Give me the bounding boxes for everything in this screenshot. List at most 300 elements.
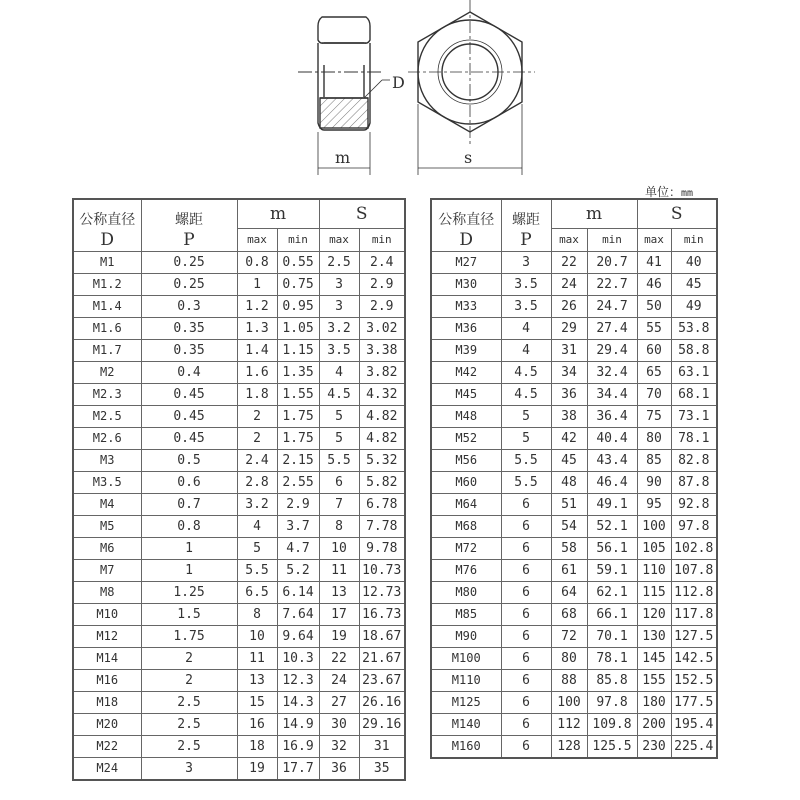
header-diameter-cn: 公称直径 [73,199,141,229]
cell-m-min: 7.64 [277,603,319,625]
header-pitch-cn: 螺距 [501,199,551,229]
cell-diameter: M90 [431,625,501,647]
cell-pitch: 1 [141,559,237,581]
cell-m-max: 80 [551,647,587,669]
cell-s-max: 8 [319,515,359,537]
cell-diameter: M2.5 [73,405,141,427]
cell-s-max: 180 [637,691,671,713]
cell-pitch: 4.5 [501,361,551,383]
cell-s-max: 19 [319,625,359,647]
table-row [431,273,717,295]
header-s-min: min [359,229,405,252]
spec-table-right [430,198,718,759]
header-pitch-sym: P [501,229,551,252]
cell-m-max: 1.3 [237,317,277,339]
cell-m-max: 13 [237,669,277,691]
table-row [73,669,405,691]
cell-m-max: 38 [551,405,587,427]
cell-s-min: 152.5 [671,669,717,691]
cell-s-min: 225.4 [671,735,717,758]
cell-s-min: 31 [359,735,405,757]
cell-diameter: M18 [73,691,141,713]
cell-pitch: 0.25 [141,273,237,295]
cell-s-min: 6.78 [359,493,405,515]
cell-m-max: 18 [237,735,277,757]
cell-diameter: M33 [431,295,501,317]
cell-s-min: 112.8 [671,581,717,603]
cell-m-max: 15 [237,691,277,713]
cell-m-max: 2.4 [237,449,277,471]
cell-diameter: M2 [73,361,141,383]
cell-s-max: 110 [637,559,671,581]
cell-m-max: 3.2 [237,493,277,515]
unit-label: 单位： [645,185,682,199]
cell-pitch: 6 [501,647,551,669]
cell-pitch: 3 [501,251,551,273]
cell-s-max: 2.5 [319,251,359,273]
cell-s-max: 5 [319,405,359,427]
cell-m-min: 14.9 [277,713,319,735]
cell-m-min: 3.7 [277,515,319,537]
cell-s-min: 2.9 [359,273,405,295]
cell-s-min: 3.82 [359,361,405,383]
cell-m-min: 43.4 [587,449,637,471]
cell-m-min: 56.1 [587,537,637,559]
cell-diameter: M85 [431,603,501,625]
cell-diameter: M68 [431,515,501,537]
table-row [73,471,405,493]
cell-s-min: 102.8 [671,537,717,559]
table-row [431,537,717,559]
cell-s-min: 16.73 [359,603,405,625]
cell-m-min: 0.55 [277,251,319,273]
cell-s-max: 22 [319,647,359,669]
cell-s-max: 115 [637,581,671,603]
cell-m-max: 45 [551,449,587,471]
cell-s-max: 36 [319,757,359,780]
cell-diameter: M27 [431,251,501,273]
header-s-max: max [319,229,359,252]
cell-m-min: 40.4 [587,427,637,449]
cell-s-min: 12.73 [359,581,405,603]
cell-m-max: 61 [551,559,587,581]
cell-diameter: M4 [73,493,141,515]
cell-diameter: M80 [431,581,501,603]
cell-pitch: 0.5 [141,449,237,471]
cell-pitch: 5.5 [501,449,551,471]
cell-m-min: 1.55 [277,383,319,405]
cell-s-max: 11 [319,559,359,581]
cell-pitch: 0.7 [141,493,237,515]
cell-pitch: 6 [501,493,551,515]
table-row [73,383,405,405]
cell-m-max: 72 [551,625,587,647]
cell-m-min: 27.4 [587,317,637,339]
thread-diameter-label: D [392,73,405,92]
cell-m-min: 14.3 [277,691,319,713]
cell-m-min: 70.1 [587,625,637,647]
cell-s-min: 82.8 [671,449,717,471]
cell-m-min: 4.7 [277,537,319,559]
cell-diameter: M72 [431,537,501,559]
cell-diameter: M1.6 [73,317,141,339]
cell-s-max: 5 [319,427,359,449]
cell-s-min: 4.82 [359,427,405,449]
cell-m-max: 11 [237,647,277,669]
cell-s-min: 3.38 [359,339,405,361]
cell-m-max: 5.5 [237,559,277,581]
cell-pitch: 6 [501,735,551,758]
cell-s-max: 3.5 [319,339,359,361]
cell-pitch: 6 [501,669,551,691]
cell-m-max: 1 [237,273,277,295]
header-pitch-sym: P [141,229,237,252]
cell-m-min: 2.15 [277,449,319,471]
cell-m-min: 24.7 [587,295,637,317]
cell-s-max: 80 [637,427,671,449]
cell-m-max: 19 [237,757,277,780]
cell-diameter: M39 [431,339,501,361]
cell-m-max: 128 [551,735,587,758]
cell-pitch: 6 [501,691,551,713]
cell-s-max: 4 [319,361,359,383]
cell-m-min: 16.9 [277,735,319,757]
cell-diameter: M42 [431,361,501,383]
cell-pitch: 3 [141,757,237,780]
cell-s-min: 3.02 [359,317,405,339]
cell-m-max: 1.6 [237,361,277,383]
cell-s-max: 85 [637,449,671,471]
table-row [73,361,405,383]
cell-m-min: 20.7 [587,251,637,273]
cell-s-min: 45 [671,273,717,295]
table-row [73,273,405,295]
cell-m-max: 16 [237,713,277,735]
cell-m-min: 97.8 [587,691,637,713]
cell-m-min: 2.55 [277,471,319,493]
cell-m-max: 2 [237,405,277,427]
cell-m-max: 1.2 [237,295,277,317]
cell-diameter: M14 [73,647,141,669]
table-row [431,669,717,691]
cell-m-min: 109.8 [587,713,637,735]
cell-pitch: 2 [141,647,237,669]
cell-s-min: 53.8 [671,317,717,339]
cell-pitch: 1.75 [141,625,237,647]
header-s-max: max [637,229,671,252]
cell-m-max: 112 [551,713,587,735]
cell-m-max: 0.8 [237,251,277,273]
cell-diameter: M52 [431,427,501,449]
table-row [73,449,405,471]
cell-m-max: 29 [551,317,587,339]
table-row [431,691,717,713]
cell-s-max: 60 [637,339,671,361]
cell-m-min: 36.4 [587,405,637,427]
cell-s-min: 92.8 [671,493,717,515]
cell-s-max: 130 [637,625,671,647]
table-row [73,735,405,757]
table-row [73,625,405,647]
cell-m-max: 24 [551,273,587,295]
cell-s-min: 35 [359,757,405,780]
cell-s-max: 95 [637,493,671,515]
cell-s-max: 230 [637,735,671,758]
cell-m-max: 22 [551,251,587,273]
cell-pitch: 0.45 [141,383,237,405]
cell-m-min: 125.5 [587,735,637,758]
cell-m-max: 100 [551,691,587,713]
cell-s-max: 41 [637,251,671,273]
table-row [431,647,717,669]
cell-diameter: M7 [73,559,141,581]
cell-m-min: 0.95 [277,295,319,317]
table-row [431,471,717,493]
cell-m-min: 66.1 [587,603,637,625]
cell-s-max: 120 [637,603,671,625]
cell-s-max: 75 [637,405,671,427]
header-diameter-cn: 公称直径 [431,199,501,229]
cell-diameter: M1.7 [73,339,141,361]
cell-s-min: 29.16 [359,713,405,735]
spec-table-left [72,198,406,781]
table-row [73,757,405,780]
table-row [431,361,717,383]
cell-pitch: 2.5 [141,735,237,757]
cell-diameter: M125 [431,691,501,713]
cell-m-min: 1.35 [277,361,319,383]
table-row [73,493,405,515]
cell-s-min: 4.82 [359,405,405,427]
cell-s-max: 145 [637,647,671,669]
cell-pitch: 0.35 [141,339,237,361]
cell-m-max: 26 [551,295,587,317]
cell-s-max: 10 [319,537,359,559]
header-s: S [637,199,717,229]
cell-s-max: 32 [319,735,359,757]
cell-s-max: 46 [637,273,671,295]
unit-value: mm [681,188,694,199]
cell-m-min: 22.7 [587,273,637,295]
cell-diameter: M20 [73,713,141,735]
cell-m-min: 62.1 [587,581,637,603]
cell-s-min: 177.5 [671,691,717,713]
cell-diameter: M30 [431,273,501,295]
header-m: m [551,199,637,229]
cell-m-max: 4 [237,515,277,537]
height-m-label: m [335,148,351,167]
cell-s-min: 63.1 [671,361,717,383]
cell-s-min: 18.67 [359,625,405,647]
table-row [73,581,405,603]
cell-pitch: 5 [501,427,551,449]
cell-diameter: M45 [431,383,501,405]
cell-pitch: 5 [501,405,551,427]
cell-s-max: 3 [319,273,359,295]
cell-diameter: M5 [73,515,141,537]
cell-s-max: 55 [637,317,671,339]
cell-pitch: 4 [501,317,551,339]
cell-pitch: 2 [141,669,237,691]
table-row [431,625,717,647]
table-row [431,713,717,735]
cell-pitch: 0.3 [141,295,237,317]
cell-m-max: 1.8 [237,383,277,405]
cell-m-min: 46.4 [587,471,637,493]
cell-m-min: 49.1 [587,493,637,515]
cell-s-max: 24 [319,669,359,691]
cell-s-min: 58.8 [671,339,717,361]
cell-pitch: 6 [501,713,551,735]
cell-s-max: 27 [319,691,359,713]
cell-s-max: 70 [637,383,671,405]
cell-s-max: 3 [319,295,359,317]
table-row [73,339,405,361]
cell-diameter: M140 [431,713,501,735]
cell-s-max: 50 [637,295,671,317]
cell-s-min: 78.1 [671,427,717,449]
cell-s-min: 2.9 [359,295,405,317]
cell-s-max: 200 [637,713,671,735]
cell-s-max: 155 [637,669,671,691]
header-m: m [237,199,319,229]
cell-s-min: 40 [671,251,717,273]
cell-diameter: M1.2 [73,273,141,295]
table-row [73,515,405,537]
cell-s-min: 26.16 [359,691,405,713]
table-row [73,647,405,669]
table-row [431,295,717,317]
table-row [73,405,405,427]
cell-s-min: 7.78 [359,515,405,537]
cell-pitch: 0.8 [141,515,237,537]
cell-diameter: M22 [73,735,141,757]
cell-m-max: 36 [551,383,587,405]
cell-m-max: 54 [551,515,587,537]
cell-s-min: 2.4 [359,251,405,273]
cell-m-min: 52.1 [587,515,637,537]
cell-m-max: 2 [237,427,277,449]
cell-diameter: M2.3 [73,383,141,405]
cell-m-max: 58 [551,537,587,559]
cell-m-max: 6.5 [237,581,277,603]
cell-m-max: 88 [551,669,587,691]
cell-diameter: M16 [73,669,141,691]
side-view [318,17,370,130]
cell-m-min: 78.1 [587,647,637,669]
cell-m-max: 2.8 [237,471,277,493]
cell-pitch: 1.25 [141,581,237,603]
cell-pitch: 0.6 [141,471,237,493]
cell-m-min: 59.1 [587,559,637,581]
cell-pitch: 6 [501,603,551,625]
table-row [431,603,717,625]
cell-s-max: 6 [319,471,359,493]
cell-pitch: 4.5 [501,383,551,405]
cell-s-min: 5.32 [359,449,405,471]
header-m-max: max [237,229,277,252]
cell-s-max: 65 [637,361,671,383]
cell-m-max: 10 [237,625,277,647]
cell-diameter: M160 [431,735,501,758]
table-row [431,735,717,758]
cell-pitch: 6 [501,581,551,603]
cell-s-min: 87.8 [671,471,717,493]
cell-diameter: M64 [431,493,501,515]
cell-s-min: 117.8 [671,603,717,625]
cell-pitch: 0.45 [141,405,237,427]
table-row [73,317,405,339]
cell-m-max: 68 [551,603,587,625]
cell-m-min: 29.4 [587,339,637,361]
cell-diameter: M36 [431,317,501,339]
cell-m-max: 8 [237,603,277,625]
table-row [431,559,717,581]
cell-m-max: 1.4 [237,339,277,361]
header-diameter-sym: D [73,229,141,252]
cell-pitch: 0.45 [141,427,237,449]
header-m-min: min [587,229,637,252]
table-row [73,427,405,449]
cell-s-min: 21.67 [359,647,405,669]
cell-pitch: 6 [501,537,551,559]
header-s: S [319,199,405,229]
cell-m-max: 42 [551,427,587,449]
cell-m-min: 10.3 [277,647,319,669]
cell-pitch: 6 [501,515,551,537]
cell-diameter: M8 [73,581,141,603]
cell-pitch: 0.35 [141,317,237,339]
cell-diameter: M12 [73,625,141,647]
cell-m-min: 1.15 [277,339,319,361]
hex-nut-drawing [290,0,550,200]
cell-s-max: 90 [637,471,671,493]
cell-s-max: 17 [319,603,359,625]
cell-diameter: M1.4 [73,295,141,317]
table-row [431,405,717,427]
table-row [73,713,405,735]
cell-s-min: 9.78 [359,537,405,559]
cell-s-min: 107.8 [671,559,717,581]
cell-m-max: 5 [237,537,277,559]
header-m-min: min [277,229,319,252]
table-row [73,691,405,713]
table-row [431,493,717,515]
cell-diameter: M1 [73,251,141,273]
cell-s-min: 127.5 [671,625,717,647]
table-row [431,449,717,471]
cell-diameter: M48 [431,405,501,427]
cell-s-min: 142.5 [671,647,717,669]
cell-pitch: 2.5 [141,713,237,735]
table-row [73,537,405,559]
table-row [73,603,405,625]
table-row [431,427,717,449]
cell-pitch: 0.4 [141,361,237,383]
header-pitch-cn: 螺距 [141,199,237,229]
width-s-label: s [464,148,473,167]
cell-m-max: 34 [551,361,587,383]
cell-m-min: 2.9 [277,493,319,515]
cell-s-min: 23.67 [359,669,405,691]
table-row [431,581,717,603]
cell-m-min: 34.4 [587,383,637,405]
cell-m-min: 85.8 [587,669,637,691]
cell-s-min: 73.1 [671,405,717,427]
cell-diameter: M2.6 [73,427,141,449]
cell-diameter: M24 [73,757,141,780]
cell-diameter: M3 [73,449,141,471]
